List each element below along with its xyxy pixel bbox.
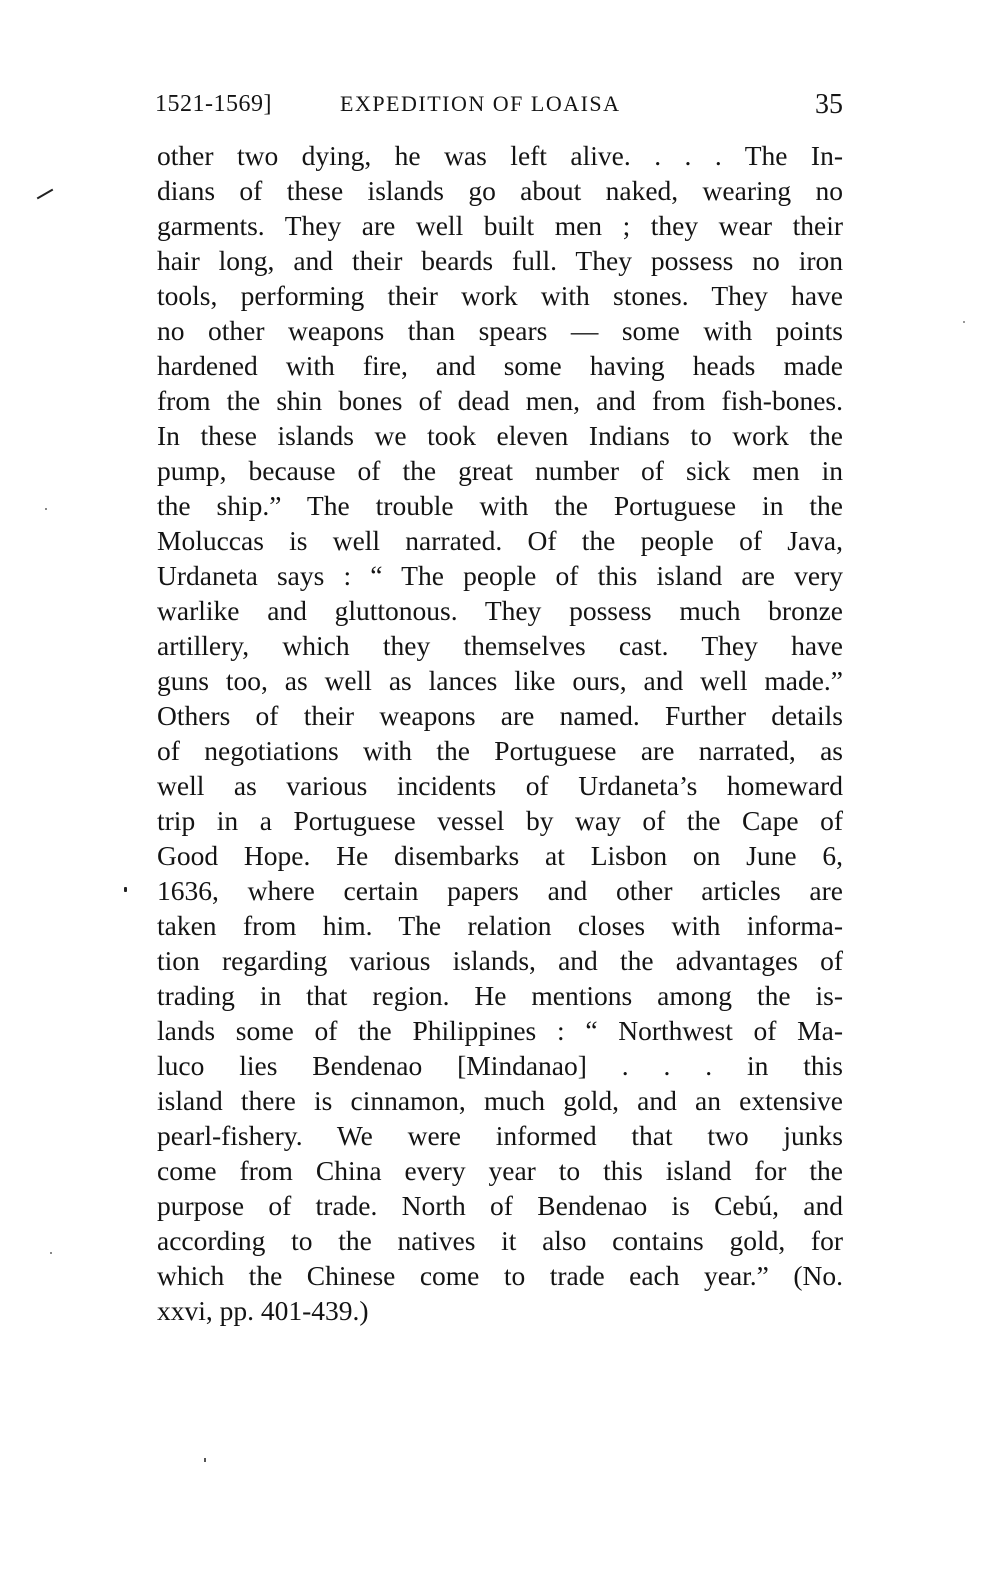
text-line: artillery, which they themselves cast. They have bbox=[157, 630, 843, 661]
text-line: from the shin bones of dead men, and from fish-bones. bbox=[157, 385, 843, 416]
running-head-title: EXPEDITION OF LOAISA bbox=[340, 91, 621, 116]
text-line: which the Chinese come to trade each year.” (No. bbox=[157, 1260, 843, 1291]
text-line: Good Hope. He disembarks at Lisbon on June 6, bbox=[157, 840, 843, 871]
running-head-date-range: 1521-1569] bbox=[155, 91, 272, 117]
text-line: other two dying, he was left alive. . . . The In- bbox=[157, 140, 843, 171]
text-line: xxvi, pp. 401-439.) bbox=[157, 1295, 369, 1326]
text-line: dians of these islands go about naked, wearing no bbox=[157, 175, 843, 206]
text-line: trip in a Portuguese vessel by way of the Cape of bbox=[157, 805, 843, 836]
text-line: of negotiations with the Portuguese are narrated, as bbox=[157, 735, 843, 766]
text-line: pearl-fishery. We were informed that two junks bbox=[157, 1120, 843, 1151]
text-line: the ship.” The trouble with the Portuguese in the bbox=[157, 490, 843, 521]
text-line: hair long, and their beards full. They possess no iron bbox=[157, 245, 843, 276]
text-line: In these islands we took eleven Indians to work the bbox=[157, 420, 843, 451]
margin-dot-mark bbox=[124, 887, 127, 892]
scan-speck bbox=[45, 508, 47, 510]
text-line: come from China every year to this island for the bbox=[157, 1155, 843, 1186]
text-line: garments. They are well built men ; they wear their bbox=[157, 210, 843, 241]
text-line: tion regarding various islands, and the advantages of bbox=[157, 945, 843, 976]
text-line: Moluccas is well narrated. Of the people of Java, bbox=[157, 525, 843, 556]
text-line: according to the natives it also contains gold, for bbox=[157, 1225, 843, 1256]
text-line: island there is cinnamon, much gold, and an extensive bbox=[157, 1085, 843, 1116]
scan-speck bbox=[50, 1252, 52, 1254]
text-line: 1636, where certain papers and other articles are bbox=[157, 875, 843, 906]
text-line: Others of their weapons are named. Further details bbox=[157, 700, 843, 731]
text-line: lands some of the Philippines : “ Northwest of Ma- bbox=[157, 1015, 843, 1046]
text-line: tools, performing their work with stones. They have bbox=[157, 280, 843, 311]
text-line: pump, because of the great number of sick men in bbox=[157, 455, 843, 486]
text-line: Urdaneta says : “ The people of this island are very bbox=[157, 560, 843, 591]
margin-pencil-mark bbox=[37, 189, 54, 200]
text-line: hardened with fire, and some having heads made bbox=[157, 350, 843, 381]
scan-speck bbox=[204, 1458, 206, 1462]
scan-speck bbox=[963, 321, 965, 323]
body-paragraph bbox=[157, 138, 843, 1328]
text-line: well as various incidents of Urdaneta’s homeward bbox=[157, 770, 843, 801]
text-line: trading in that region. He mentions among the is- bbox=[157, 980, 843, 1011]
text-line: luco lies Bendenao [Mindanao] . . . in this bbox=[157, 1050, 843, 1081]
text-line: taken from him. The relation closes with informa- bbox=[157, 910, 843, 941]
text-line: warlike and gluttonous. They possess much bronze bbox=[157, 595, 843, 626]
text-line: guns too, as well as lances like ours, and well made.” bbox=[157, 665, 843, 696]
running-head bbox=[155, 84, 843, 124]
page-number: 35 bbox=[815, 89, 843, 120]
text-line: purpose of trade. North of Bendenao is Cebú, and bbox=[157, 1190, 843, 1221]
text-line: no other weapons than spears — some with points bbox=[157, 315, 843, 346]
